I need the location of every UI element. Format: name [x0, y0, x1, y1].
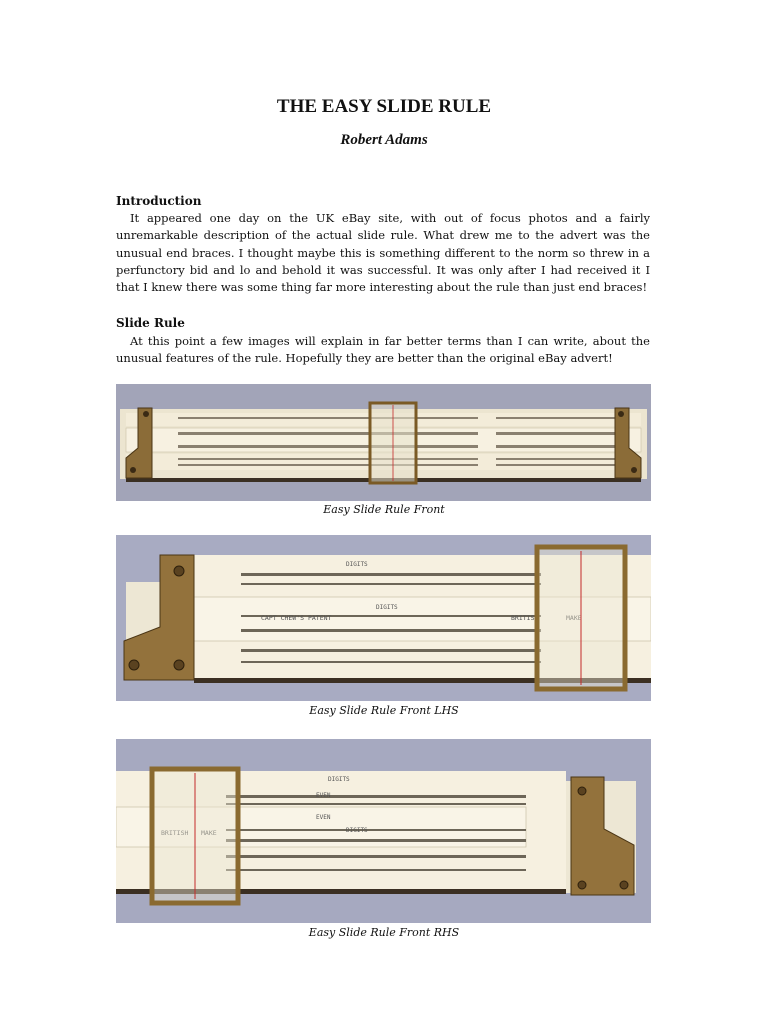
slide-rule-front-photo — [116, 384, 651, 501]
introduction-paragraph: It appeared one day on the UK eBay site, with out of focus photos and a fairly unremarkable description of the actual slide rule. What drew me to the advert was the unusual end braces. I thought maybe this is something different to the norm so threw in a perfunctory bid and lo and behold it was successful. It was only after I had received it I that I knew there was some thing far more interesting about the rule than just end braces! — [116, 211, 650, 295]
digits-marking-lower: DIGITS — [376, 604, 398, 611]
even-marking-upper: EVEN — [316, 792, 331, 799]
even-marking-lower: EVEN — [316, 814, 331, 821]
digits-marking-upper: DIGITS — [346, 561, 368, 568]
figure-caption-front: Easy Slide Rule Front — [323, 503, 445, 516]
document-title: THE EASY SLIDE RULE — [276, 96, 492, 117]
digits-marking-rhs-upper: DIGITS — [328, 776, 350, 783]
section-heading-slide-rule: Slide Rule — [116, 316, 185, 330]
digits-marking-rhs-lower: DIGITS — [346, 827, 368, 834]
british-marking-rhs: BRITISH — [161, 829, 189, 837]
patent-marking: CAPT CHEW'S PATENT — [261, 614, 332, 622]
slide-rule-front-rhs-photo — [116, 739, 651, 923]
figure-caption-front-rhs: Easy Slide Rule Front RHS — [308, 926, 460, 939]
figure-caption-front-lhs: Easy Slide Rule Front LHS — [309, 704, 459, 717]
slide-rule-front-lhs-photo — [116, 535, 651, 701]
section-heading-introduction: Introduction — [116, 194, 202, 208]
make-marking: MAKE — [566, 614, 582, 622]
make-marking-rhs: MAKE — [201, 829, 217, 837]
slide-rule-paragraph: At this point a few images will explain in far better terms than I can write, about the unusual features of the rule. Hopefully they are better than the original eBay advert! — [116, 334, 650, 366]
british-marking: BRITISH — [511, 614, 539, 622]
author-name: Robert Adams — [340, 132, 428, 148]
